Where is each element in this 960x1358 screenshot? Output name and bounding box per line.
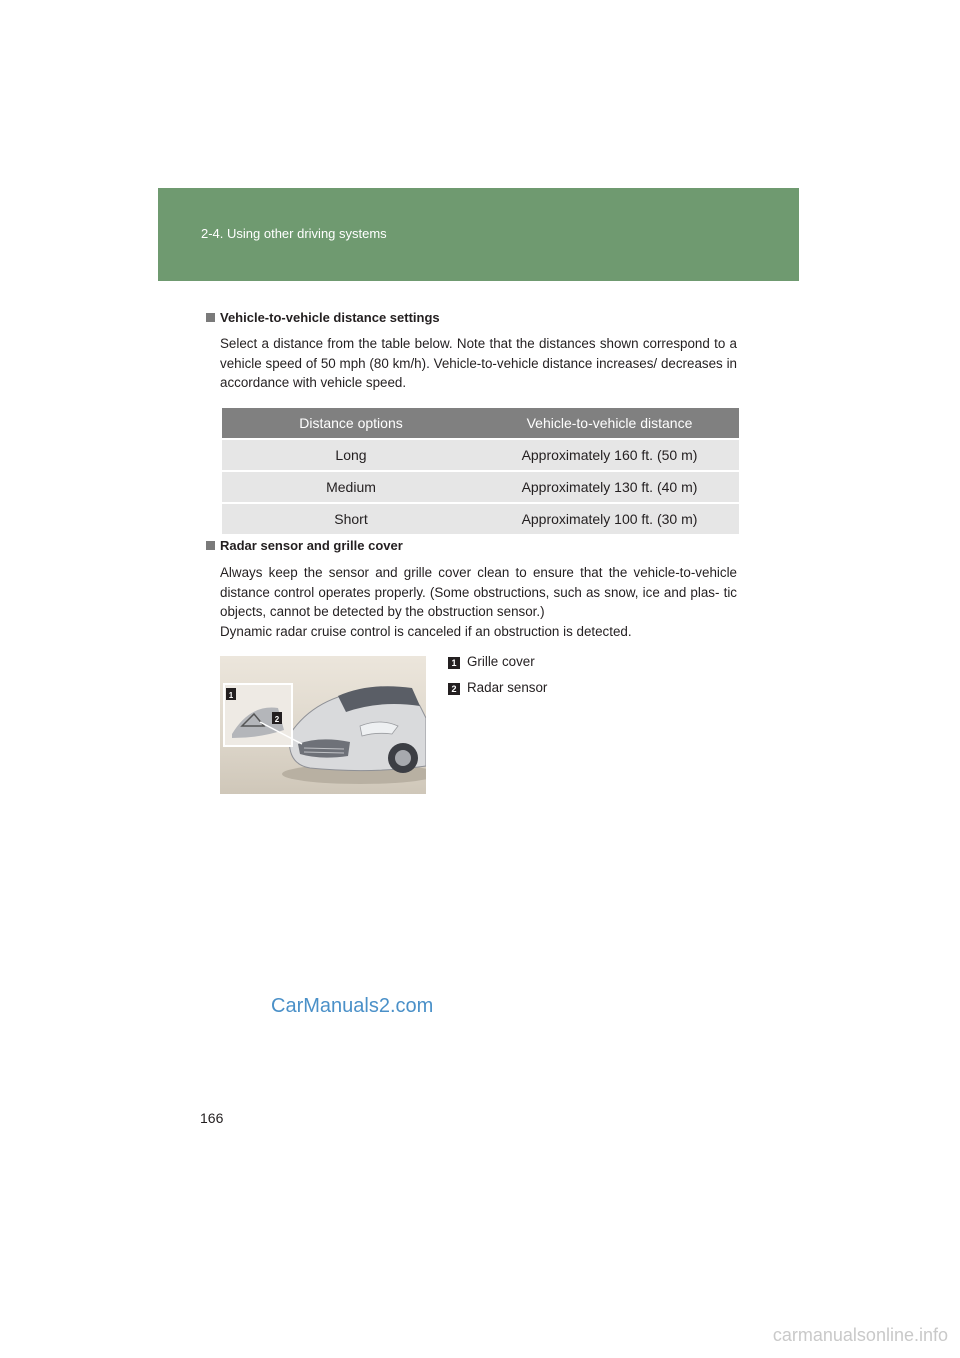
car-illustration-icon xyxy=(220,656,426,794)
table-cell: Medium xyxy=(222,472,480,502)
table-header: Vehicle-to-vehicle distance xyxy=(480,408,739,438)
table-cell: Short xyxy=(222,504,480,534)
section-header-bar xyxy=(158,188,799,281)
table-header-row xyxy=(222,408,739,438)
table-cell: Approximately 100 ft. (30 m) xyxy=(480,504,739,534)
radar-sensor-paragraph: Always keep the sensor and grille cover clean to ensure that the vehicle-to-vehicle distance control operates properly. (Some obstructions, such as snow, ice and plas- tic objects, cannot be detected by the obstruction sensor.) Dynamic radar cruise control is canceled if an obstruction is detected. xyxy=(220,565,737,639)
table-row xyxy=(222,472,739,502)
vehicle-front-photo xyxy=(220,656,426,794)
section-title-radar-sensor: Radar sensor and grille cover xyxy=(206,538,403,553)
table-cell: Approximately 130 ft. (40 m) xyxy=(480,472,739,502)
table-cell: Approximately 160 ft. (50 m) xyxy=(480,440,739,470)
square-bullet-icon xyxy=(206,313,215,322)
callout-grille-cover: 1 Grille cover xyxy=(448,654,535,669)
section-header-title: 2-4. Using other driving systems xyxy=(201,226,387,241)
distance-table xyxy=(222,406,739,536)
table-row xyxy=(222,440,739,470)
page-number: 166 xyxy=(200,1110,224,1126)
svg-text:2: 2 xyxy=(274,715,280,724)
site-watermark: CarManuals2.com xyxy=(271,995,434,1017)
callout-radar-sensor: 2 Radar sensor xyxy=(448,680,547,695)
footer-watermark: carmanualsonline.info xyxy=(772,1325,948,1345)
section-title-distance-settings: Vehicle-to-vehicle distance settings xyxy=(206,310,440,325)
square-bullet-icon xyxy=(206,541,215,550)
distance-settings-paragraph: Select a distance from the table below. Note that the distances shown correspond to a vehicle speed of 50 mph (80 km/h). Vehicle-to-vehicle distance increases/ decreases in accordance with vehicle speed. xyxy=(220,336,737,390)
table-cell: Long xyxy=(222,440,480,470)
table-row xyxy=(222,504,739,534)
svg-text:1: 1 xyxy=(228,691,234,700)
table-header: Distance options xyxy=(222,408,480,438)
callout-number-icon: 2 xyxy=(448,683,460,695)
callout-number-icon: 1 xyxy=(448,657,460,669)
